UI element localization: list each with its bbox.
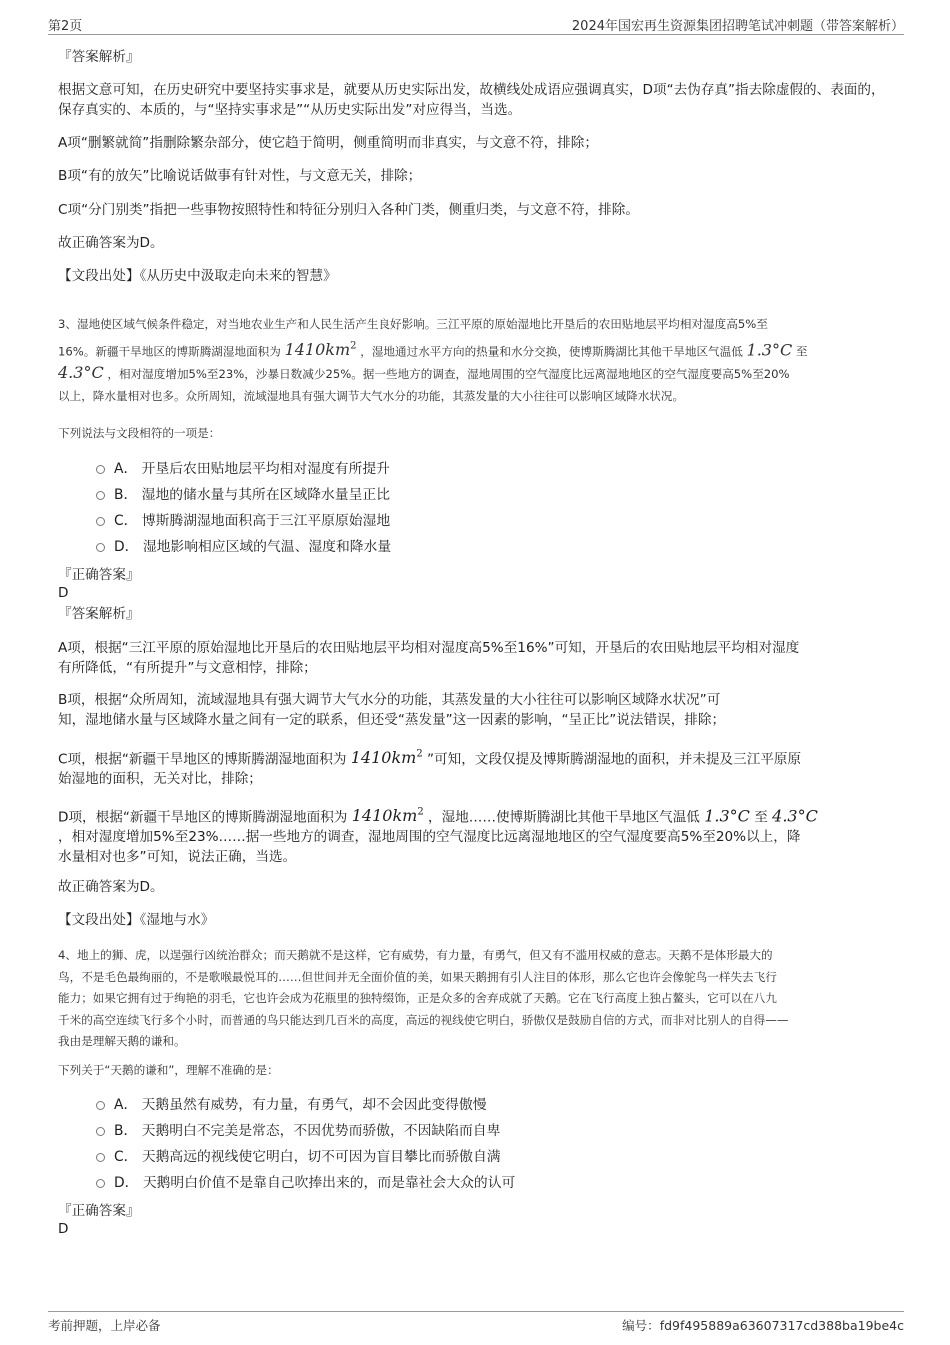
q3-option-d[interactable]: D． 湿地影响相应区域的气温、湿度和降水量 (96, 537, 391, 557)
q4-stem: 4、地上的狮、虎，以逞强行凶统治群众；而天鹅就不是这样，它有威势，有力量，有勇气，但又有不滥用权威的意志。天鹅不是体形最大的 鸟，不是毛色最绚丽的，不是歌喉最悦耳的……但世间并无全面价值的美，如果天鹅拥有引人注目的体形，那么它也许会像鸵鸟一样失去飞行 能力；如果它拥有过于绚艳的羽毛，它也许会成为花瓶里的独特缀饰，正是众多的舍弃成就了天鹅。它在飞行高度上独占鳌头，它可以在八九 千米的高空连续飞行多个小时，而普通的鸟只能达到几百米的高度，高远的视线使它明白，骄傲仅是鼓励自信的方式，而非对比别人的自得—— 我由是理解天鹅的谦和。 (58, 948, 789, 1048)
q3-answer: D (58, 585, 69, 601)
page-header (48, 12, 904, 35)
radio-icon[interactable] (96, 543, 105, 552)
radio-icon[interactable] (96, 517, 105, 526)
q3-analysis-label: 『答案解析』 (58, 606, 140, 622)
q3-prompt: 下列说法与文段相符的一项是： (58, 426, 221, 440)
q2-analysis-c: C项“分门别类”指把一些事物按照特性和特征分别归入各种门类，侧重归类，与文意不符，排除。 (58, 202, 639, 218)
q2-analysis-main: 根据文意可知，在历史研究中要坚持实事求是，就要从历史实际出发，故横线处成语应强调真实，D项“去伪存真”指去除虚假的、表面的，保存真实的、本质的，与“坚持实事求是”“从历史实际出发”对应得当，当选。 (58, 82, 885, 118)
q4-prompt: 下列关于“天鹅的谦和”，理解不准确的是： (58, 1063, 279, 1077)
document-title: 2024年国宏再生资源集团招聘笔试冲刺题（带答案解析） (571, 19, 904, 34)
q3-number: 3、 (58, 317, 77, 331)
radio-icon[interactable] (96, 1179, 105, 1188)
area-formula-c: $1410km^2$ (350, 748, 423, 768)
radio-icon[interactable] (96, 1127, 105, 1136)
q3-analysis-b: B项，根据“众所周知，流域湿地具有强大调节大气水分的功能，其蒸发量的大小往往可以影响区域降水状况”可 知，湿地储水量与区域降水量之间有一定的联系，但还受“蒸发量”这一因素的影响，“呈正比”说法错误，排除； (58, 692, 726, 728)
q3-answer-label: 『正确答案』 (58, 567, 140, 583)
q4-option-d[interactable]: D． 天鹅明白价值不是靠自己吹捧出来的，而是靠社会大众的认可 (96, 1173, 515, 1193)
q4-answer: D (58, 1221, 69, 1237)
q2-analysis-b: B项“有的放矢”比喻说话做事有针对性，与文意无关，排除； (58, 168, 422, 184)
q4-answer-label: 『正确答案』 (58, 1203, 140, 1219)
page-number: 第2页 (48, 19, 83, 34)
radio-icon[interactable] (96, 491, 105, 500)
document-code: 编号：fd9f495889a63607317cd388ba19be4c (622, 1318, 904, 1333)
page-footer (48, 1311, 904, 1338)
area-formula: $1410km^2$ (284, 339, 357, 359)
q3-analysis-c: C项，根据“新疆干旱地区的博斯腾湖湿地面积为 $1410km^2$ ”可知，文段仅提及博斯腾湖湿地的面积，并未提及三江平原原 始湿地的面积，无关对比，排除； (58, 748, 802, 788)
radio-icon[interactable] (96, 1153, 105, 1162)
q4-option-a[interactable]: A． 天鹅虽然有威势，有力量，有勇气，却不会因此变得傲慢 (96, 1095, 487, 1115)
q3-analysis-a: A项，根据“三江平原的原始湿地比开垦后的农田贴地层平均相对湿度高5%至16%”可知，开垦后的农田贴地层平均相对湿度 有所降低，“有所提升”与文意相悖，排除； (58, 640, 800, 676)
q3-conclusion: 故正确答案为D。 (58, 879, 164, 895)
q3-source: 【文段出处】《湿地与水》 (58, 912, 215, 928)
q3-option-c[interactable]: C． 博斯腾湖湿地面积高于三江平原原始湿地 (96, 511, 390, 531)
q3-analysis-d: D项，根据“新疆干旱地区的博斯腾湖湿地面积为 $1410km^2$ ，湿地……使博斯腾湖比其他干旱地区气温低 1.3°C 至 4.3°C ，相对湿度增加5%至23%……据一些地方的调查，湿地周围的空气湿度比远离湿地地区的空气湿度要高5%至20%以上，降 水量相对也多”可知，说法正确，当选。 (58, 806, 818, 866)
temp-high: 4.3°C (58, 363, 104, 383)
q3-option-a[interactable]: A． 开垦后农田贴地层平均相对湿度有所提升 (96, 459, 390, 479)
q4-option-b[interactable]: B． 天鹅明白不完美是常态，不因优势而骄傲，不因缺陷而自卑 (96, 1121, 500, 1141)
temp-low: 1.3°C (746, 339, 793, 359)
radio-icon[interactable] (96, 1101, 105, 1110)
q4-number: 4、 (58, 948, 77, 962)
q2-source: 【文段出处】《从历史中汲取走向未来的智慧》 (58, 268, 337, 284)
footer-slogan: 考前押题，上岸必备 (48, 1318, 161, 1333)
area-formula-d: $1410km^2$ (351, 806, 424, 826)
q3-option-b[interactable]: B． 湿地的储水量与其所在区域降水量呈正比 (96, 485, 390, 505)
q2-analysis-a: A项“删繁就简”指删除繁杂部分，使它趋于简明，侧重简明而非真实，与文意不符，排除； (58, 135, 598, 151)
radio-icon[interactable] (96, 465, 105, 474)
q3-stem: 3、湿地使区域气候条件稳定，对当地农业生产和人民生活产生良好影响。三江平原的原始湿地比开垦后的农田贴地层平均相对湿度高5%至 16%。新疆干旱地区的博斯腾湖湿地面积为 $1410km^2$ ，湿地通过水平方向的热量和水分交换，使博斯腾湖比其他干旱地区气温低 1.3°C 至 4.3°C ，相对湿度增加5%至23%，沙暴日数减少25%。据一些地方的调查，湿地周围的空气湿度比远离湿地地区的空气湿度要高5%至20% 以上，降水量相对也多。众所周知，流域湿地具有强大调节大气水分的功能，其蒸发量的大小往往可以影响区域降水状况。 (58, 317, 808, 403)
q2-conclusion: 故正确答案为D。 (58, 235, 164, 251)
q2-analysis-label: 『答案解析』 (58, 49, 140, 65)
q4-option-c[interactable]: C． 天鹅高远的视线使它明白，切不可因为盲目攀比而骄傲自满 (96, 1147, 501, 1167)
